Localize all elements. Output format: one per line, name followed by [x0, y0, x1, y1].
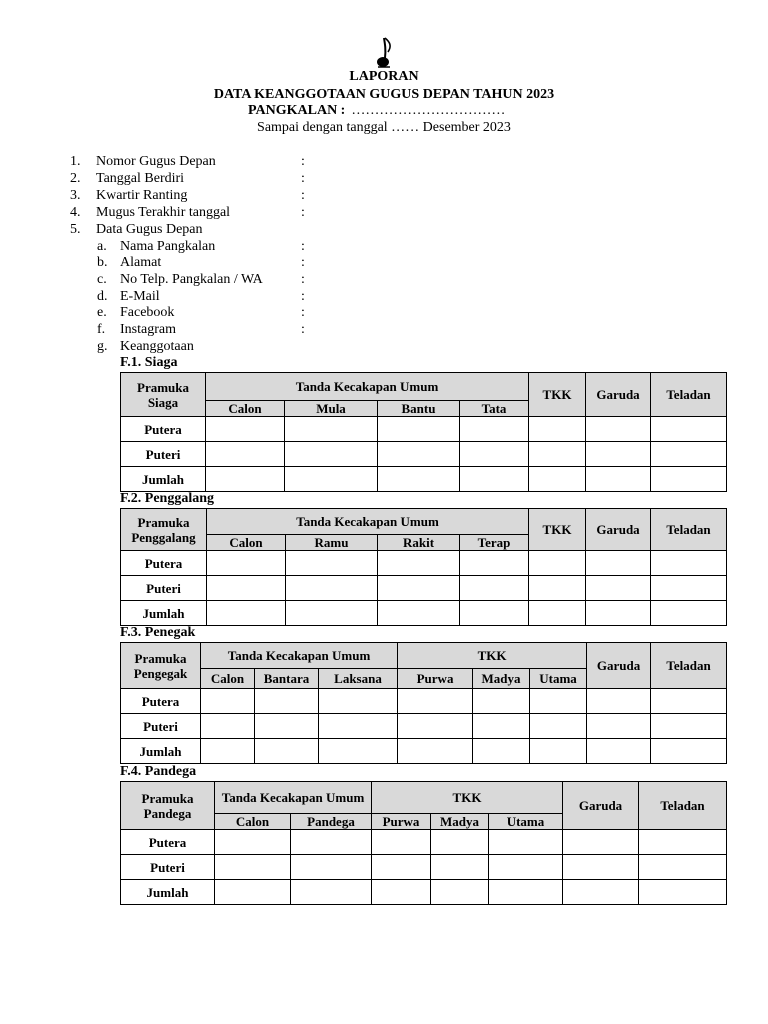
- table-cell[interactable]: [473, 739, 530, 764]
- report-period: Sampai dengan tanggal …… Desember 2023: [257, 120, 511, 135]
- table-cell[interactable]: [285, 417, 378, 442]
- table-cell[interactable]: [586, 467, 651, 492]
- table-cell[interactable]: [460, 467, 529, 492]
- row-label: Puteri: [121, 576, 207, 601]
- table-cell[interactable]: [398, 689, 473, 714]
- pangkalan-dots[interactable]: ……………………………: [351, 103, 506, 118]
- table-cell[interactable]: [255, 689, 319, 714]
- table-header-tku: Tanda Kecakapan Umum: [215, 782, 372, 814]
- table-subheader: Purwa: [398, 669, 473, 689]
- table-cell[interactable]: [286, 551, 378, 576]
- table-cell[interactable]: [529, 576, 586, 601]
- table-cell[interactable]: [586, 442, 651, 467]
- subfield-colon: :: [301, 322, 305, 337]
- section-title: F.1. Siaga: [120, 355, 178, 370]
- table-cell[interactable]: [460, 601, 529, 626]
- row-label: Jumlah: [121, 467, 206, 492]
- table-header-category: Pramuka Penggalang: [121, 509, 207, 551]
- field-label: Kwartir Ranting: [96, 188, 188, 203]
- subfield-label: Keanggotaan: [120, 339, 194, 354]
- table-cell[interactable]: [378, 601, 460, 626]
- table-row: [121, 442, 727, 467]
- row-label: Jumlah: [121, 880, 215, 905]
- subfield-label: No Telp. Pangkalan / WA: [120, 272, 263, 287]
- table-cell[interactable]: [255, 739, 319, 764]
- table-cell[interactable]: [286, 576, 378, 601]
- table-header-garuda: Garuda: [587, 643, 651, 689]
- scout-emblem-icon: [374, 36, 396, 72]
- table-header-teladan: Teladan: [651, 509, 727, 551]
- subfield-colon: :: [301, 289, 305, 304]
- table-cell[interactable]: [372, 880, 431, 905]
- table-cell[interactable]: [530, 739, 587, 764]
- field-number: 2.: [70, 171, 81, 186]
- table-header-tkk: TKK: [398, 643, 587, 669]
- table-cell[interactable]: [639, 830, 727, 855]
- table-cell[interactable]: [431, 855, 489, 880]
- table-row: [121, 855, 727, 880]
- table-cell[interactable]: [431, 880, 489, 905]
- table-cell[interactable]: [530, 714, 587, 739]
- penegak-table: [120, 642, 727, 764]
- table-subheader: Bantu: [378, 401, 460, 417]
- table-cell[interactable]: [529, 442, 586, 467]
- table-row: [121, 739, 727, 764]
- table-cell[interactable]: [587, 739, 651, 764]
- section-title: F.4. Pandega: [120, 764, 197, 779]
- table-cell[interactable]: [398, 714, 473, 739]
- table-cell[interactable]: [431, 830, 489, 855]
- subfield-label: Alamat: [120, 255, 162, 270]
- table-cell[interactable]: [378, 467, 460, 492]
- subfield-label: Instagram: [120, 322, 176, 337]
- table-row: [121, 551, 727, 576]
- table-row: [121, 689, 727, 714]
- subfield-colon: :: [301, 255, 305, 270]
- table-subheader: Ramu: [286, 535, 378, 551]
- table-cell[interactable]: [215, 880, 291, 905]
- table-header-garuda: Garuda: [563, 782, 639, 830]
- field-label: Mugus Terakhir tanggal: [96, 205, 231, 220]
- table-subheader: Calon: [215, 814, 291, 830]
- field-number: 5.: [70, 222, 81, 237]
- table-cell[interactable]: [586, 417, 651, 442]
- field-colon: :: [301, 171, 305, 186]
- table-cell[interactable]: [651, 714, 727, 739]
- table-cell[interactable]: [378, 551, 460, 576]
- table-subheader: Calon: [206, 401, 285, 417]
- field-colon: :: [301, 154, 305, 169]
- subfield-colon: :: [301, 305, 305, 320]
- table-cell[interactable]: [587, 714, 651, 739]
- table-header-category: Pramuka Siaga: [121, 373, 206, 417]
- table-header-teladan: Teladan: [651, 643, 727, 689]
- table-subheader: Utama: [530, 669, 587, 689]
- field-number: 1.: [70, 154, 81, 169]
- table-row: [121, 601, 727, 626]
- field-label: Data Gugus Depan: [96, 222, 203, 237]
- table-header-tkk: TKK: [372, 782, 563, 814]
- table-cell[interactable]: [378, 576, 460, 601]
- row-label: Puteri: [121, 855, 215, 880]
- table-cell[interactable]: [201, 714, 255, 739]
- pangkalan-label: PANGKALAN :: [248, 103, 346, 118]
- row-label: Putera: [121, 689, 201, 714]
- table-cell[interactable]: [460, 551, 529, 576]
- table-cell[interactable]: [460, 576, 529, 601]
- pangkalan-line: [248, 103, 505, 119]
- table-cell[interactable]: [286, 601, 378, 626]
- table-cell[interactable]: [651, 442, 727, 467]
- table-cell[interactable]: [586, 551, 651, 576]
- table-header-category: Pramuka Pandega: [121, 782, 215, 830]
- table-subheader: Utama: [489, 814, 563, 830]
- table-cell[interactable]: [207, 576, 286, 601]
- table-cell[interactable]: [285, 467, 378, 492]
- table-cell[interactable]: [285, 442, 378, 467]
- table-subheader: Bantara: [255, 669, 319, 689]
- table-cell[interactable]: [489, 830, 563, 855]
- field-number: 3.: [70, 188, 81, 203]
- table-cell[interactable]: [207, 551, 286, 576]
- table-cell[interactable]: [529, 551, 586, 576]
- field-number: 4.: [70, 205, 81, 220]
- table-cell[interactable]: [651, 576, 727, 601]
- table-subheader: Mula: [285, 401, 378, 417]
- table-cell[interactable]: [586, 576, 651, 601]
- table-row: [121, 830, 727, 855]
- table-header-tku: Tanda Kecakapan Umum: [207, 509, 529, 535]
- table-header-teladan: Teladan: [651, 373, 727, 417]
- report-subtitle: DATA KEANGGOTAAN GUGUS DEPAN TAHUN 2023: [213, 87, 555, 102]
- table-cell[interactable]: [651, 467, 727, 492]
- table-cell[interactable]: [473, 689, 530, 714]
- table-subheader: Terap: [460, 535, 529, 551]
- subfield-letter: d.: [97, 289, 108, 304]
- table-header-category: Pramuka Pengegak: [121, 643, 201, 689]
- subfield-letter: e.: [97, 305, 107, 320]
- table-header-teladan: Teladan: [639, 782, 727, 830]
- table-cell[interactable]: [319, 689, 398, 714]
- table-cell[interactable]: [206, 417, 285, 442]
- table-header-garuda: Garuda: [586, 373, 651, 417]
- table-cell[interactable]: [473, 714, 530, 739]
- table-header-tkk: TKK: [529, 509, 586, 551]
- table-cell[interactable]: [460, 417, 529, 442]
- table-subheader: Rakit: [378, 535, 460, 551]
- row-label: Puteri: [121, 442, 206, 467]
- table-cell[interactable]: [215, 855, 291, 880]
- table-cell[interactable]: [319, 714, 398, 739]
- penggalang-table: [120, 508, 727, 626]
- row-label: Jumlah: [121, 601, 207, 626]
- table-cell[interactable]: [489, 855, 563, 880]
- table-row: [121, 467, 727, 492]
- table-row: [121, 576, 727, 601]
- report-title: LAPORAN: [349, 69, 419, 84]
- table-cell[interactable]: [255, 714, 319, 739]
- table-cell[interactable]: [378, 417, 460, 442]
- row-label: Jumlah: [121, 739, 201, 764]
- table-subheader: Pandega: [291, 814, 372, 830]
- table-cell[interactable]: [651, 601, 727, 626]
- subfield-letter: c.: [97, 272, 107, 287]
- subfield-colon: :: [301, 239, 305, 254]
- row-label: Putera: [121, 830, 215, 855]
- table-subheader: Tata: [460, 401, 529, 417]
- table-row: [121, 417, 727, 442]
- row-label: Putera: [121, 417, 206, 442]
- subfield-label: E-Mail: [120, 289, 160, 304]
- field-colon: :: [301, 205, 305, 220]
- subfield-label: Facebook: [120, 305, 175, 320]
- table-cell[interactable]: [639, 880, 727, 905]
- table-subheader: Purwa: [372, 814, 431, 830]
- table-subheader: Calon: [207, 535, 286, 551]
- subfield-letter: f.: [97, 322, 106, 337]
- table-cell[interactable]: [563, 855, 639, 880]
- table-subheader: Madya: [473, 669, 530, 689]
- field-label: Nomor Gugus Depan: [96, 154, 216, 169]
- subfield-letter: g.: [97, 339, 108, 354]
- table-cell[interactable]: [460, 442, 529, 467]
- subfield-letter: b.: [97, 255, 108, 270]
- table-header-tkk: TKK: [529, 373, 586, 417]
- table-header-tku: Tanda Kecakapan Umum: [206, 373, 529, 401]
- table-cell[interactable]: [651, 551, 727, 576]
- table-cell[interactable]: [206, 442, 285, 467]
- table-header-garuda: Garuda: [586, 509, 651, 551]
- table-cell[interactable]: [207, 601, 286, 626]
- table-cell[interactable]: [291, 880, 372, 905]
- subfield-letter: a.: [97, 239, 107, 254]
- field-label: Tanggal Berdiri: [96, 171, 185, 186]
- table-cell[interactable]: [529, 601, 586, 626]
- table-cell[interactable]: [587, 689, 651, 714]
- table-subheader: Madya: [431, 814, 489, 830]
- table-header-tku: Tanda Kecakapan Umum: [201, 643, 398, 669]
- table-cell[interactable]: [651, 417, 727, 442]
- row-label: Puteri: [121, 714, 201, 739]
- subfield-colon: :: [301, 272, 305, 287]
- table-cell[interactable]: [530, 689, 587, 714]
- table-cell[interactable]: [489, 880, 563, 905]
- table-cell[interactable]: [563, 830, 639, 855]
- table-cell[interactable]: [319, 739, 398, 764]
- table-subheader: Laksana: [319, 669, 398, 689]
- table-cell[interactable]: [639, 855, 727, 880]
- pandega-table: [120, 781, 727, 905]
- table-cell[interactable]: [372, 830, 431, 855]
- row-label: Putera: [121, 551, 207, 576]
- table-cell[interactable]: [586, 601, 651, 626]
- table-cell[interactable]: [206, 467, 285, 492]
- table-cell[interactable]: [529, 467, 586, 492]
- table-cell[interactable]: [372, 855, 431, 880]
- table-cell[interactable]: [215, 830, 291, 855]
- section-title: F.2. Penggalang: [120, 491, 214, 506]
- table-row: [121, 714, 727, 739]
- table-cell[interactable]: [651, 689, 727, 714]
- table-cell[interactable]: [529, 417, 586, 442]
- table-cell[interactable]: [398, 739, 473, 764]
- table-cell[interactable]: [291, 830, 372, 855]
- table-cell[interactable]: [651, 739, 727, 764]
- table-cell[interactable]: [201, 739, 255, 764]
- siaga-table: [120, 372, 727, 492]
- subfield-label: Nama Pangkalan: [120, 239, 216, 254]
- table-cell[interactable]: [378, 442, 460, 467]
- table-cell[interactable]: [201, 689, 255, 714]
- field-colon: :: [301, 188, 305, 203]
- section-title: F.3. Penegak: [120, 625, 196, 640]
- table-cell[interactable]: [563, 880, 639, 905]
- table-cell[interactable]: [291, 855, 372, 880]
- table-row: [121, 880, 727, 905]
- table-subheader: Calon: [201, 669, 255, 689]
